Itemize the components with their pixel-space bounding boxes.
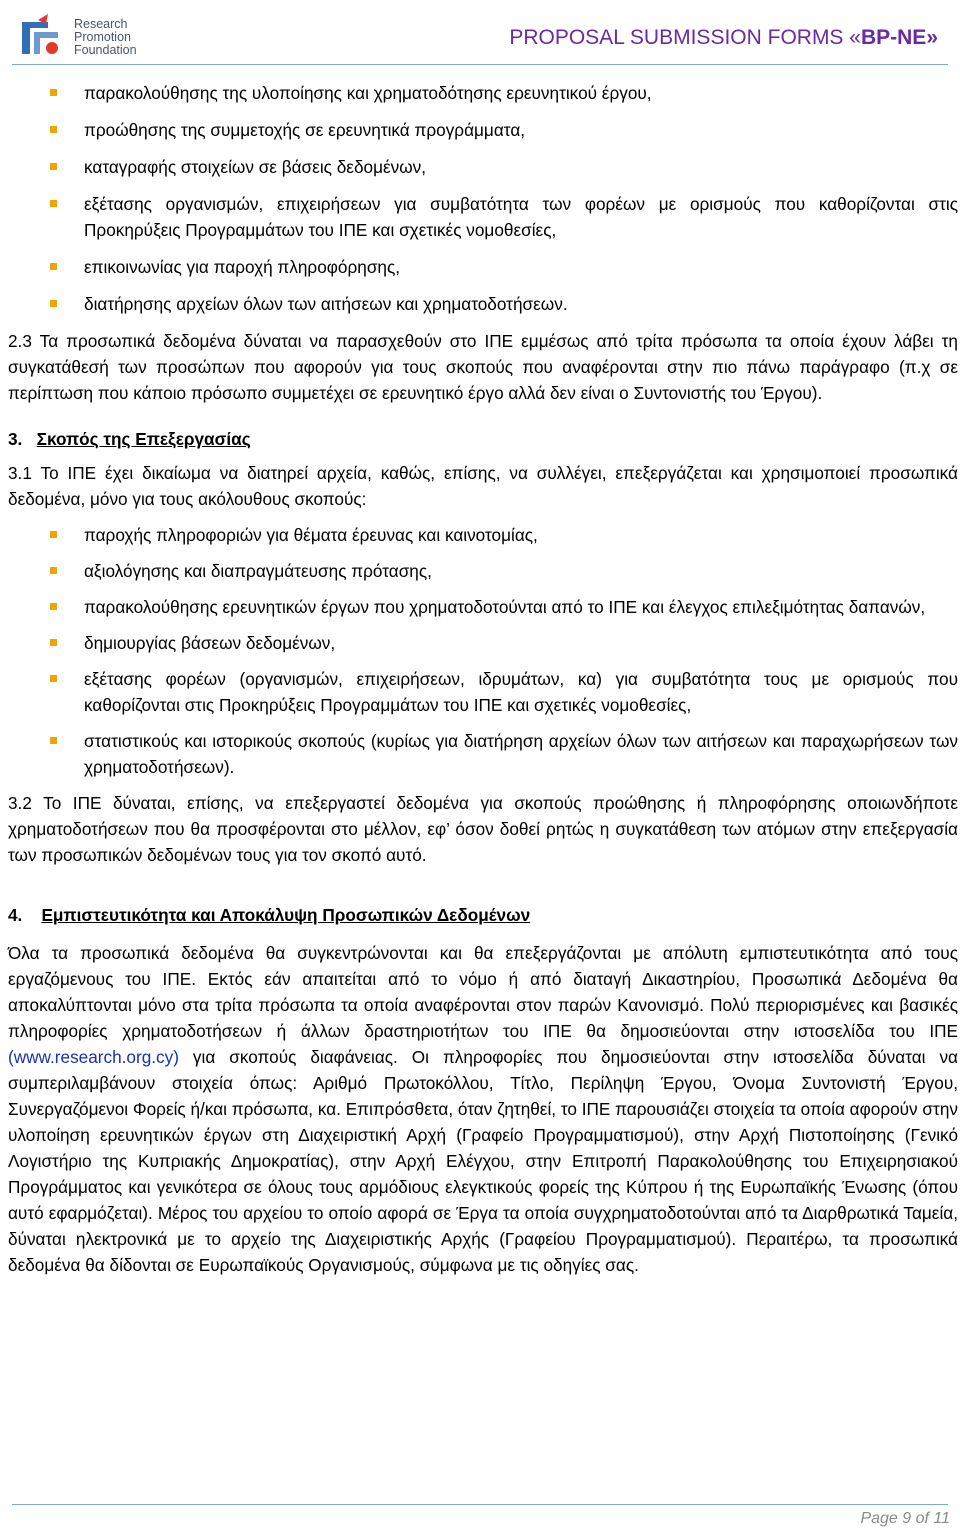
document-body [8,80,958,1278]
page-header [0,0,960,72]
purpose-list-top [8,80,958,317]
logo-wordmark: Research Promotion Foundation [74,17,137,57]
rpf-logo [18,14,178,64]
paragraph-4: Όλα τα προσωπικά δεδομένα θα συγκεντρώνονται και θα επεξεργάζονται με απόλυτη εμπιστευτικότητα από τους εργαζόμενους του ΙΠΕ. Εκτός εάν απαιτείται από το νόμο ή από διαταγή Δικαστηρίου, Προσωπικά Δεδομένα θα αποκαλύπτονται μόνο στα τρίτα πρόσωπα τα οποία αναφέρονται στον παρών Κανονισμό. Πολύ περιορισμένες και βασικές πληροφορίες χρηματοδοτήσεων ή άλλων δραστηριοτήτων του ΙΠΕ θα δημοσιεύονται στην ιστοσελίδα του ΙΠΕ (www.research.org.cy) για σκοπούς διαφάνειας. Οι πληροφορίες που δημοσιεύονται στην ιστοσελίδα δύναται να συμπεριλαμβάνουν στοιχεία όπως: Αριθμό Πρωτοκόλλου, Τίτλο, Περίληψη Έργου, Όνομα Συντονιστή Έργου, Συνεργαζόμενοι Φορείς ή/και πρόσωπα, κα. Επιπρόσθετα, όταν ζητηθεί, το ΙΠΕ παρουσιάζει στοιχεία τα οποία αφορούν στην υλοποίηση ερευνητικών έργων στη Διαχειριστική Αρχή (Γραφείο Προγραμματισμού), στην Αρχή Πιστοποίησης (Γενικό Λογιστήριο της Κυπριακής Δημοκρατίας), στην Αρχή Ελέγχου, στην Επιτροπή Παρακολούθησης του Επιχειρησιακού Προγράμματος και γενικότερα σε όλους τους αρμόδιους ελεγκτικούς φορείς της Κύπρου ή της Ευρωπαϊκής Ένωσης (όπου αυτό εφαρμόζεται). Μέρος του αρχείου το οποίο αφορά σε Έργα τα οποία συγχρηματοδοτούνται από τα Διαρθρωτικά Ταμεία, δύναται ηλεκτρονικά με το αρχείο της Διαχειριστικής Αρχής (Γραφείου Προγραμματισμού). Περαιτέρω, τα προσωπικά δεδομένα θα δίδονται σε Ευρωπαϊκούς Οργανισμούς, σύμφωνα με τις οδηγίες σας. [8,943,958,1275]
section-3-heading: 3. Σκοπός της Επεξεργασίας [8,429,251,449]
list-item: παρακολούθησης της υλοποίησης και χρηματοδότησης ερευνητικού έργου, [8,80,958,106]
bullet-icon [50,639,57,646]
list-item: εξέτασης φορέων (οργανισμών, επιχειρήσεων, ιδρυμάτων, κα) για συμβατότητα τους με ορισμούς που καθορίζονται στις Προκηρύξεις Προγραμμάτων του ΙΠΕ και σχετικές νομοθεσίες, [8,666,958,718]
paragraph-3-2: 3.2 Το ΙΠΕ δύναται, επίσης, να επεξεργαστεί δεδομένα για σκοπούς προώθησης ή πληροφόρησης οποιωνδήποτε χρηματοδοτήσεων που θα προσφέρονται στο μέλλον, εφ’ όσον δοθεί ρητώς η συγκατάθεση των ατόμων στην επεξεργασία των προσωπικών δεδομένων τους για τον σκοπό αυτό. [8,793,958,865]
footer-divider [12,1504,948,1505]
purpose-list-3-1 [8,522,958,780]
list-item: επικοινωνίας για παροχή πληροφόρησης, [8,254,958,280]
bullet-icon [50,567,57,574]
list-item: στατιστικούς και ιστορικούς σκοπούς (κυρίως για διατήρηση αρχείων όλων των αιτήσεων και παραχωρήσεων των χρηματοδοτήσεων). [8,728,958,780]
document-title: PROPOSAL SUBMISSION FORMS «BP-NE» [509,26,938,49]
bullet-icon [50,300,57,307]
header-divider [12,64,948,65]
bullet-icon [50,603,57,610]
list-item: προώθησης της συμμετοχής σε ερευνητικά προγράμματα, [8,117,958,143]
list-item: καταγραφής στοιχείων σε βάσεις δεδομένων, [8,154,958,180]
research-website-link[interactable]: (www.research.org.cy) [8,1047,179,1067]
list-item: παρακολούθησης ερευνητικών έργων που χρηματοδοτούνται από το ΙΠΕ και έλεγχος επιλεξιμότητας δαπανών, [8,594,958,620]
bullet-icon [50,675,57,682]
list-item: δημιουργίας βάσεων δεδομένων, [8,630,958,656]
page-number: Page 9 of 11 [860,1510,950,1527]
section-4-heading: 4. Εμπιστευτικότητα και Αποκάλυψη Προσωπικών Δεδομένων [8,905,531,925]
list-item: παροχής πληροφοριών για θέματα έρευνας και καινοτομίας, [8,522,958,548]
bullet-icon [50,200,57,207]
list-item: διατήρησης αρχείων όλων των αιτήσεων και χρηματοδοτήσεων. [8,291,958,317]
paragraph-3-1: 3.1 Το ΙΠΕ έχει δικαίωμα να διατηρεί αρχεία, καθώς, επίσης, να συλλέγει, επεξεργάζεται και χρησιμοποιεί προσωπικά δεδομένα, μόνο για τους ακόλουθους σκοπούς: [8,463,958,509]
bullet-icon [50,126,57,133]
bullet-icon [50,163,57,170]
list-item: εξέτασης οργανισμών, επιχειρήσεων για συμβατότητα των φορέων με ορισμούς που καθορίζονται στις Προκηρύξεις Προγραμμάτων του ΙΠΕ και σχετικές νομοθεσίες, [8,191,958,243]
bullet-icon [50,263,57,270]
paragraph-2-3: 2.3 Τα προσωπικά δεδομένα δύναται να παρασχεθούν στο ΙΠΕ εμμέσως από τρίτα πρόσωπα τα οποία έχουν λάβει τη συγκατάθεσή των προσώπων που αφορούν για τους σκοπούς που αναφέρονται στην πιο πάνω παράγραφο (π.χ σε περίπτωση που κάποιο πρόσωπο συμμετέχει σε ερευνητικό έργο αλλά δεν είναι ο Συντονιστής του Έργου). [8,331,958,403]
list-item: αξιολόγησης και διαπραγμάτευσης πρότασης, [8,558,958,584]
bullet-icon [50,737,57,744]
bullet-icon [50,89,57,96]
bullet-icon [50,531,57,538]
rpf-logo-icon [18,14,64,60]
